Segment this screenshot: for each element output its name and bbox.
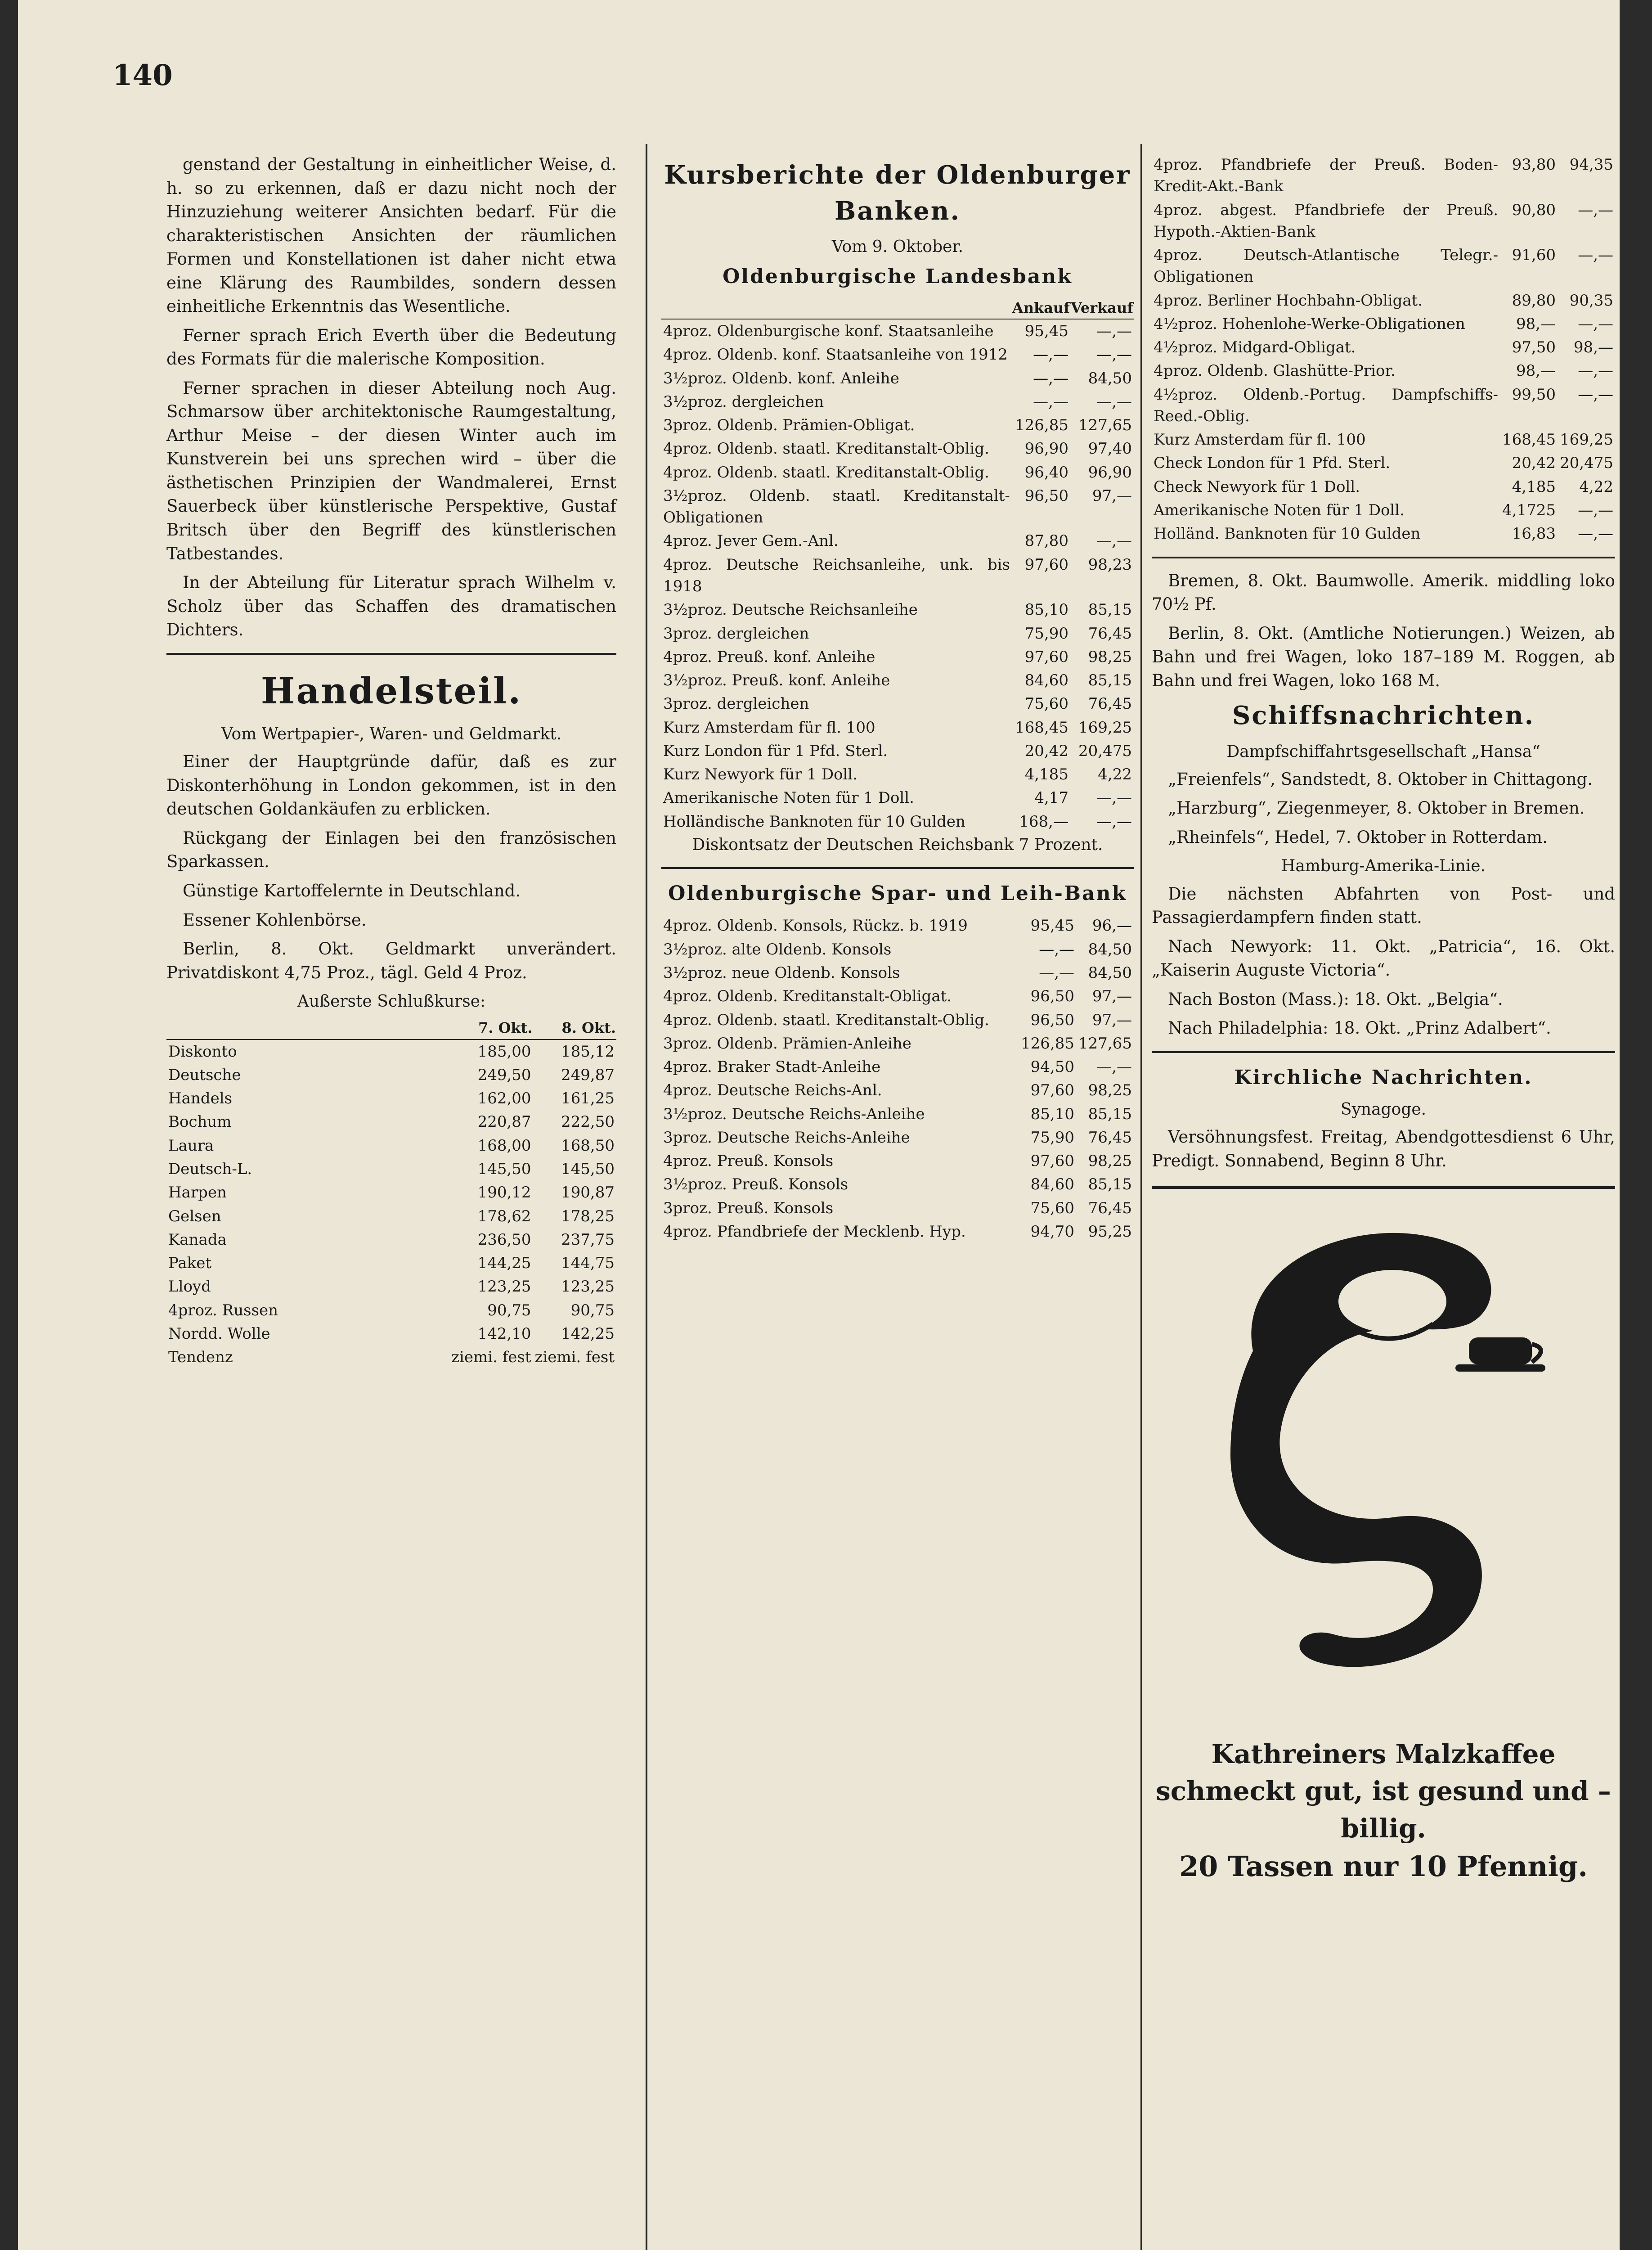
row-value: 95,45	[1024, 322, 1068, 341]
row-label: Harpen	[168, 1184, 227, 1202]
row-value: 123,25	[477, 1278, 531, 1296]
row-label: 4proz. Preuß. konf. Anleihe	[663, 648, 875, 666]
row-value: 95,45	[1030, 917, 1074, 935]
row-label: Deutsch-L.	[168, 1160, 252, 1178]
row-label: 4proz. Pfandbriefe der Mecklenb. Hyp.	[663, 1222, 966, 1241]
row-value: 162,00	[477, 1089, 531, 1108]
row-value: 94,35	[1569, 156, 1613, 174]
row-value: —,—	[1033, 369, 1068, 387]
row-label: Check London für 1 Pfd. Sterl.	[1154, 454, 1391, 472]
col-head: 8. Okt.	[533, 1017, 616, 1039]
row-label: Paket	[168, 1254, 212, 1273]
table-row	[166, 1205, 616, 1228]
bank-name: Oldenburgische Landesbank	[723, 265, 1073, 288]
table-row	[661, 810, 1134, 833]
section-title: Kursberichte der Oldenburger Banken.	[664, 160, 1131, 226]
row-value: —,—	[1096, 346, 1132, 364]
market-paragraph: Rückgang der Einlagen bei den französischen Sparkassen.	[166, 828, 616, 872]
section-divider	[166, 653, 616, 655]
row-value: 85,15	[1088, 671, 1132, 690]
row-label: 4proz. Oldenburgische konf. Staatsanleihe	[663, 322, 994, 341]
row-label: 3proz. Preuß. Konsols	[663, 1199, 834, 1217]
row-label: 4proz. Deutsche Reichs-Anl.	[663, 1081, 882, 1100]
row-label: Kurz Amsterdam für fl. 100	[1154, 431, 1366, 449]
row-label: Laura	[168, 1136, 214, 1155]
row-value: 20,475	[1078, 742, 1132, 760]
row-label: Tendenz	[168, 1348, 233, 1367]
section-divider	[1152, 557, 1615, 558]
row-label: 4proz. Russen	[168, 1301, 278, 1319]
table-row	[166, 1228, 616, 1251]
row-label: Nordd. Wolle	[168, 1324, 270, 1343]
row-value: 85,15	[1088, 1175, 1132, 1194]
table-row	[661, 692, 1134, 716]
church-news-title: Kirchliche Nachrichten.	[1234, 1066, 1533, 1089]
table-row	[661, 319, 1134, 343]
row-value: 84,50	[1088, 369, 1132, 387]
row-label: 3½proz. alte Oldenb. Konsols	[663, 940, 892, 958]
table-row	[1152, 383, 1615, 428]
row-value: 168,50	[561, 1136, 615, 1155]
table-row	[661, 763, 1134, 786]
row-value: 98,—	[1573, 338, 1613, 357]
row-value: 168,45	[1502, 431, 1556, 449]
row-label: 4½proz. Hohenlohe-Werke-Obligationen	[1154, 315, 1465, 333]
ship-news-subtitle: Dampfschiffahrtsgesellschaft „Hansa“	[1226, 742, 1540, 761]
row-label: Check Newyork für 1 Doll.	[1154, 477, 1360, 496]
row-value: 84,50	[1088, 940, 1132, 958]
row-value: 97,60	[1024, 648, 1068, 666]
row-value: 96,40	[1024, 463, 1068, 482]
table-row	[1152, 198, 1615, 244]
table-row	[661, 938, 1134, 961]
bank-rates-table	[661, 914, 1134, 1243]
row-value: 222,50	[561, 1113, 615, 1131]
table-row	[661, 1173, 1134, 1196]
row-label: 4proz. Oldenb. staatl. Kreditanstalt-Oblig.	[663, 1011, 989, 1029]
row-value: 97,—	[1092, 1011, 1132, 1029]
market-paragraph: Essener Kohlenbörse.	[183, 910, 367, 930]
row-label: 3½proz. dergleichen	[663, 392, 824, 411]
row-value: —,—	[1096, 322, 1132, 341]
row-value: 95,25	[1088, 1222, 1132, 1241]
discount-note: Diskontsatz der Deutschen Reichsbank 7 Prozent.	[692, 835, 1103, 854]
row-label: Kurz Amsterdam für fl. 100	[663, 718, 875, 737]
table-row	[1152, 312, 1615, 336]
row-value: 90,35	[1569, 291, 1613, 310]
page-number: 140	[112, 58, 173, 92]
row-value: 90,75	[487, 1301, 531, 1319]
row-label: Amerikanische Noten für 1 Doll.	[1154, 501, 1405, 519]
row-value: —,—	[1578, 362, 1613, 380]
table-row	[661, 645, 1134, 669]
row-value: 169,25	[1078, 718, 1132, 737]
table-row	[1152, 153, 1615, 198]
row-value: 96,90	[1024, 440, 1068, 458]
row-value: 169,25	[1560, 431, 1613, 449]
row-value: 96,90	[1088, 463, 1132, 482]
ship-item: „Rheinfels“, Hedel, 7. Oktober in Rotterdam.	[1168, 827, 1548, 847]
row-value: 4,185	[1512, 477, 1556, 496]
row-label: Amerikanische Noten für 1 Doll.	[663, 789, 914, 807]
row-value: 85,15	[1088, 1105, 1132, 1123]
row-label: 3½proz. Preuß. konf. Anleihe	[663, 671, 890, 690]
table-row	[166, 1157, 616, 1181]
ship-item: Nach Philadelphia: 18. Okt. „Prinz Adalbert“.	[1168, 1018, 1551, 1038]
row-value: 145,50	[477, 1160, 531, 1178]
row-label: 4proz. Braker Stadt-Anleihe	[663, 1058, 881, 1076]
row-value: 96,50	[1024, 486, 1068, 505]
ship-item: Nach Newyork: 11. Okt. „Patricia“, 16. Okt. „Kaiserin Auguste Victoria“.	[1152, 936, 1615, 980]
section-divider	[1152, 1051, 1615, 1053]
row-value: 249,87	[561, 1066, 615, 1084]
table-row	[661, 1102, 1134, 1126]
row-value: 98,25	[1088, 648, 1132, 666]
row-value: —,—	[1033, 346, 1068, 364]
ad-slogan: Kathreiners Malzkaffee schmeckt gut, ist gesund und – billig.	[1156, 1738, 1611, 1844]
row-value: 190,12	[477, 1184, 531, 1202]
table-row	[661, 1149, 1134, 1173]
row-label: 4proz. Oldenb. staatl. Kreditanstalt-Oblig.	[663, 463, 989, 482]
row-value: —,—	[1578, 525, 1613, 543]
ship-item: „Harzburg“, Ziegenmeyer, 8. Oktober in Bremen.	[1168, 798, 1585, 818]
market-report: Berlin, 8. Okt. (Amtliche Notierungen.) Weizen, ab Bahn und frei Wagen, loko 187–189 M. Roggen, ab Bahn und frei Wagen, loko 168 M.	[1152, 623, 1615, 690]
row-label: 3proz. Oldenb. Prämien-Anleihe	[663, 1034, 911, 1053]
middle-column	[661, 153, 1134, 2250]
table-row	[661, 1008, 1134, 1032]
table-row	[661, 437, 1134, 460]
row-value: 75,90	[1024, 624, 1068, 643]
row-value: ziemi. fest	[451, 1348, 531, 1367]
row-value: —,—	[1096, 1058, 1132, 1076]
table-row	[1152, 522, 1615, 545]
row-label: 3proz. dergleichen	[663, 695, 809, 713]
table-row	[661, 985, 1134, 1008]
market-report: Bremen, 8. Okt. Baumwolle. Amerik. middling loko 70½ Pf.	[1152, 571, 1615, 614]
row-value: 93,80	[1512, 156, 1556, 174]
table-row	[166, 1299, 616, 1322]
row-label: 3½proz. Deutsche Reichs-Anleihe	[663, 1105, 925, 1123]
row-value: 99,50	[1512, 385, 1556, 404]
table-row	[1152, 359, 1615, 382]
row-value: 178,25	[561, 1207, 615, 1225]
table-row	[166, 1110, 616, 1134]
row-label: Diskonto	[168, 1042, 237, 1061]
table-row	[661, 529, 1134, 553]
bank-name: Oldenburgische Spar- und Leih-Bank	[668, 882, 1127, 905]
article-paragraph: Ferner sprach Erich Everth über die Bedeutung des Formats für die malerische Komposition.	[166, 325, 616, 369]
col-head: Ankauf	[1012, 297, 1070, 319]
section-subtitle: Vom Wertpapier-, Waren- und Geldmarkt.	[221, 725, 562, 744]
row-value: —,—	[1578, 501, 1613, 519]
row-value: 75,90	[1030, 1128, 1074, 1147]
row-value: 96,50	[1030, 987, 1074, 1006]
row-label: 4½proz. Oldenb.-Portug. Dampfschiffs-Reed.-Oblig.	[1154, 385, 1498, 425]
row-label: 3½proz. Preuß. Konsols	[663, 1175, 848, 1194]
market-paragraph: Berlin, 8. Okt. Geldmarkt unverändert. Privatdiskont 4,75 Proz., tägl. Geld 4 Proz.	[166, 939, 616, 982]
coffee-advertisement	[1152, 1186, 1615, 1886]
row-value: 76,45	[1088, 695, 1132, 713]
table-row	[166, 1346, 616, 1369]
table-title: Außerste Schlußkurse:	[297, 992, 486, 1011]
ship-news-title: Schiffsnachrichten.	[1232, 701, 1535, 731]
row-value: 90,80	[1512, 201, 1556, 219]
row-value: 97,60	[1030, 1081, 1074, 1100]
bank-rates-table	[661, 297, 1134, 833]
row-value: 168,—	[1019, 812, 1068, 831]
row-value: 98,25	[1088, 1152, 1132, 1170]
table-row	[166, 1275, 616, 1298]
table-row	[661, 1032, 1134, 1055]
row-label: Holländische Banknoten für 10 Gulden	[663, 812, 965, 831]
row-value: —,—	[1096, 532, 1132, 550]
row-value: 96,—	[1092, 917, 1132, 935]
row-value: 97,—	[1092, 987, 1132, 1006]
table-row	[166, 1251, 616, 1275]
table-row	[166, 1040, 616, 1063]
row-label: 3½proz. Oldenb. konf. Anleihe	[663, 369, 899, 387]
row-value: —,—	[1039, 940, 1074, 958]
row-label: 3proz. Deutsche Reichs-Anleihe	[663, 1128, 910, 1147]
row-value: 4,22	[1098, 765, 1132, 784]
ship-item: „Freienfels“, Sandstedt, 8. Oktober in Chittagong.	[1168, 769, 1593, 789]
table-row	[166, 1181, 616, 1204]
row-value: —,—	[1578, 201, 1613, 219]
table-row	[661, 1079, 1134, 1102]
table-row	[661, 1197, 1134, 1220]
row-label: 3½proz. Oldenb. staatl. Kreditanstalt-Obligationen	[663, 486, 1010, 527]
row-value: 145,50	[561, 1160, 615, 1178]
table-row	[661, 484, 1134, 530]
row-label: 3½proz. Deutsche Reichsanleihe	[663, 601, 918, 619]
row-label: Kanada	[168, 1230, 227, 1249]
row-value: 91,60	[1512, 246, 1556, 265]
row-value: 127,65	[1078, 416, 1132, 435]
table-row	[661, 786, 1134, 810]
row-value: 97,60	[1024, 555, 1068, 574]
row-value: 20,42	[1512, 454, 1556, 472]
ship-line-name: Hamburg-Amerika-Linie.	[1281, 857, 1486, 876]
row-value: 142,25	[561, 1324, 615, 1343]
row-value: 236,50	[477, 1230, 531, 1249]
market-paragraph: Einer der Hauptgründe dafür, daß es zur Diskonterhöhung in London gekommen, ist in den deutschen Goldankäufen zu erblicken.	[166, 752, 616, 819]
section-divider	[661, 867, 1134, 869]
row-value: 123,25	[561, 1278, 615, 1296]
row-label: 4proz. Deutsche Reichsanleihe, unk. bis 1918	[663, 555, 1010, 595]
article-paragraph: genstand der Gestaltung in einheitlicher Weise, d. h. so zu erkennen, daß er dazu nicht noch der Hinzuziehung weiterer Ansichten bedarf. Für die charakteristischen Ansichten der räumlichen Formen und Konstellationen ist daher nicht etwa eine Klärung des Raumbildes, sondern dessen einheitliche Erkenntnis das Wesentliche.	[166, 155, 616, 316]
row-label: 4proz. Oldenb. Konsols, Rückz. b. 1919	[663, 917, 968, 935]
row-label: 3½proz. neue Oldenb. Konsols	[663, 964, 900, 982]
row-value: 98,—	[1516, 362, 1556, 380]
row-value: 20,475	[1560, 454, 1613, 472]
table-row	[1152, 451, 1615, 475]
row-label: 4proz. Jever Gem.-Anl.	[663, 532, 839, 550]
table-row	[661, 553, 1134, 598]
row-value: 178,62	[477, 1207, 531, 1225]
row-value: 96,50	[1030, 1011, 1074, 1029]
row-value: 94,50	[1030, 1058, 1074, 1076]
row-value: —,—	[1578, 385, 1613, 404]
row-value: 84,60	[1024, 671, 1068, 690]
table-row	[661, 414, 1134, 437]
row-value: 85,10	[1030, 1105, 1074, 1123]
row-value: 126,85	[1021, 1034, 1074, 1053]
table-row	[166, 1322, 616, 1346]
row-value: 90,75	[570, 1301, 615, 1319]
table-row	[661, 914, 1134, 937]
right-column	[1152, 153, 1615, 2250]
table-row	[1152, 289, 1615, 312]
row-value: 16,83	[1512, 525, 1556, 543]
table-row	[661, 367, 1134, 390]
ship-item: Die nächsten Abfahrten von Post- und Passagierdampfern finden statt.	[1152, 884, 1615, 927]
row-value: 89,80	[1512, 291, 1556, 310]
table-row	[1152, 243, 1615, 289]
table-row	[166, 1134, 616, 1157]
table-row	[661, 1220, 1134, 1243]
coffee-figure-illustration	[1181, 1202, 1586, 1720]
row-label: 4proz. Berliner Hochbahn-Obligat.	[1154, 291, 1423, 310]
row-value: 84,50	[1088, 964, 1132, 982]
church-news-subtitle: Synagoge.	[1340, 1100, 1427, 1119]
row-value: 142,10	[477, 1324, 531, 1343]
row-value: 4,22	[1579, 477, 1613, 496]
row-value: 249,50	[477, 1066, 531, 1084]
row-value: —,—	[1578, 315, 1613, 333]
table-row	[661, 669, 1134, 692]
row-value: —,—	[1033, 392, 1068, 411]
section-title: Handelsteil.	[260, 669, 522, 712]
table-row	[1152, 475, 1615, 499]
table-row	[661, 961, 1134, 985]
row-value: —,—	[1096, 789, 1132, 807]
table-row	[166, 1063, 616, 1087]
ship-item: Nach Boston (Mass.): 18. Okt. „Belgia“.	[1168, 989, 1503, 1009]
row-label: Bochum	[168, 1113, 232, 1131]
row-value: 168,45	[1015, 718, 1068, 737]
table-row	[166, 1087, 616, 1110]
row-label: 3proz. dergleichen	[663, 624, 809, 643]
row-value: 98,—	[1516, 315, 1556, 333]
row-value: —,—	[1096, 392, 1132, 411]
row-value: 161,25	[561, 1089, 615, 1108]
row-label: 3proz. Oldenb. Prämien-Obligat.	[663, 416, 915, 435]
row-value: 75,60	[1030, 1199, 1074, 1217]
row-label: 4proz. Oldenb. Glashütte-Prior.	[1154, 362, 1396, 380]
row-value: 20,42	[1024, 742, 1068, 760]
row-value: —,—	[1096, 812, 1132, 831]
left-column	[166, 153, 616, 2250]
table-row	[661, 390, 1134, 414]
row-value: 190,87	[561, 1184, 615, 1202]
row-label: 4proz. Oldenb. konf. Staatsanleihe von 1912	[663, 346, 1008, 364]
row-value: 76,45	[1088, 624, 1132, 643]
row-value: 98,23	[1088, 555, 1132, 574]
table-row	[1152, 428, 1615, 451]
newspaper-page	[18, 0, 1620, 2250]
row-label: 4½proz. Midgard-Obligat.	[1154, 338, 1356, 357]
row-value: —,—	[1578, 246, 1613, 265]
row-value: 85,15	[1088, 601, 1132, 619]
row-label: Holländ. Banknoten für 10 Gulden	[1154, 525, 1421, 543]
row-value: 4,1725	[1502, 501, 1556, 519]
table-row	[661, 461, 1134, 484]
row-value: 220,87	[477, 1113, 531, 1131]
row-value: 97,50	[1512, 338, 1556, 357]
table-row	[1152, 499, 1615, 522]
closing-prices-table	[166, 1017, 616, 1369]
col-head: 7. Okt.	[449, 1017, 533, 1039]
row-label: Lloyd	[168, 1278, 211, 1296]
table-row	[661, 343, 1134, 366]
row-label: 4proz. Deutsch-Atlantische Telegr.-Obligationen	[1154, 246, 1498, 286]
market-paragraph: Günstige Kartoffelernte in Deutschland.	[183, 881, 521, 900]
row-value: 76,45	[1088, 1199, 1132, 1217]
row-label: 4proz. Oldenb. Kreditanstalt-Obligat.	[663, 987, 952, 1006]
row-label: Kurz London für 1 Pfd. Sterl.	[663, 742, 888, 760]
column-rule	[1140, 144, 1142, 2250]
table-row	[661, 622, 1134, 645]
row-value: ziemi. fest	[534, 1348, 615, 1367]
row-value: 97,—	[1092, 486, 1132, 505]
ad-price: 20 Tassen nur 10 Pfennig.	[1179, 1850, 1588, 1883]
article-paragraph: Ferner sprachen in dieser Abteilung noch Aug. Schmarsow über architektonische Raumgestaltung, Arthur Meise – der diesen Winter auch im Kunstverein bei uns sprechen wird – über die ästhetischen Prinzipien der Wandmalerei, Ernst Sauerbeck über künstlerische Perspektive, Gustaf Britsch über den Begriff des künstlerischen Tatbestandes.	[166, 378, 616, 563]
row-label: Handels	[168, 1089, 233, 1108]
row-label: 4proz. Oldenb. staatl. Kreditanstalt-Oblig.	[663, 440, 989, 458]
row-label: Deutsche	[168, 1066, 241, 1084]
row-value: —,—	[1039, 964, 1074, 982]
row-value: 76,45	[1088, 1128, 1132, 1147]
row-value: 185,00	[477, 1042, 531, 1061]
row-label: 4proz. Preuß. Konsols	[663, 1152, 834, 1170]
article-paragraph: In der Abteilung für Literatur sprach Wilhelm v. Scholz über das Schaffen des dramatischen Dichters.	[166, 573, 616, 640]
table-row	[661, 739, 1134, 763]
row-label: Gelsen	[168, 1207, 221, 1225]
report-date: Vom 9. Oktober.	[831, 238, 964, 256]
row-value: 126,85	[1015, 416, 1068, 435]
table-row	[661, 1055, 1134, 1079]
row-value: 168,00	[477, 1136, 531, 1155]
row-value: 84,60	[1030, 1175, 1074, 1194]
row-value: 4,17	[1034, 789, 1068, 807]
bond-rates-table	[1152, 153, 1615, 546]
row-value: 144,25	[477, 1254, 531, 1273]
row-value: 237,75	[561, 1230, 615, 1249]
row-value: 75,60	[1024, 695, 1068, 713]
row-label: 4proz. abgest. Pfandbriefe der Preuß. Hypoth.-Aktien-Bank	[1154, 201, 1498, 241]
row-value: 98,25	[1088, 1081, 1132, 1100]
row-value: 94,70	[1030, 1222, 1074, 1241]
row-value: 97,60	[1030, 1152, 1074, 1170]
table-row	[661, 1126, 1134, 1149]
row-value: 97,40	[1088, 440, 1132, 458]
table-row	[661, 716, 1134, 739]
col-head: Verkauf	[1070, 297, 1134, 319]
church-item: Versöhnungsfest. Freitag, Abendgottesdienst 6 Uhr, Predigt. Sonnabend, Beginn 8 Uhr.	[1152, 1127, 1615, 1170]
row-value: 87,80	[1024, 532, 1068, 550]
table-row	[1152, 336, 1615, 359]
row-value: 185,12	[561, 1042, 615, 1061]
row-value: 144,75	[561, 1254, 615, 1273]
row-label: Kurz Newyork für 1 Doll.	[663, 765, 858, 784]
row-value: 4,185	[1024, 765, 1068, 784]
row-value: 85,10	[1024, 601, 1068, 619]
row-value: 127,65	[1078, 1034, 1132, 1053]
column-rule	[646, 144, 647, 2250]
table-row	[661, 598, 1134, 621]
row-label: 4proz. Pfandbriefe der Preuß. Boden-Kredit-Akt.-Bank	[1154, 156, 1498, 196]
